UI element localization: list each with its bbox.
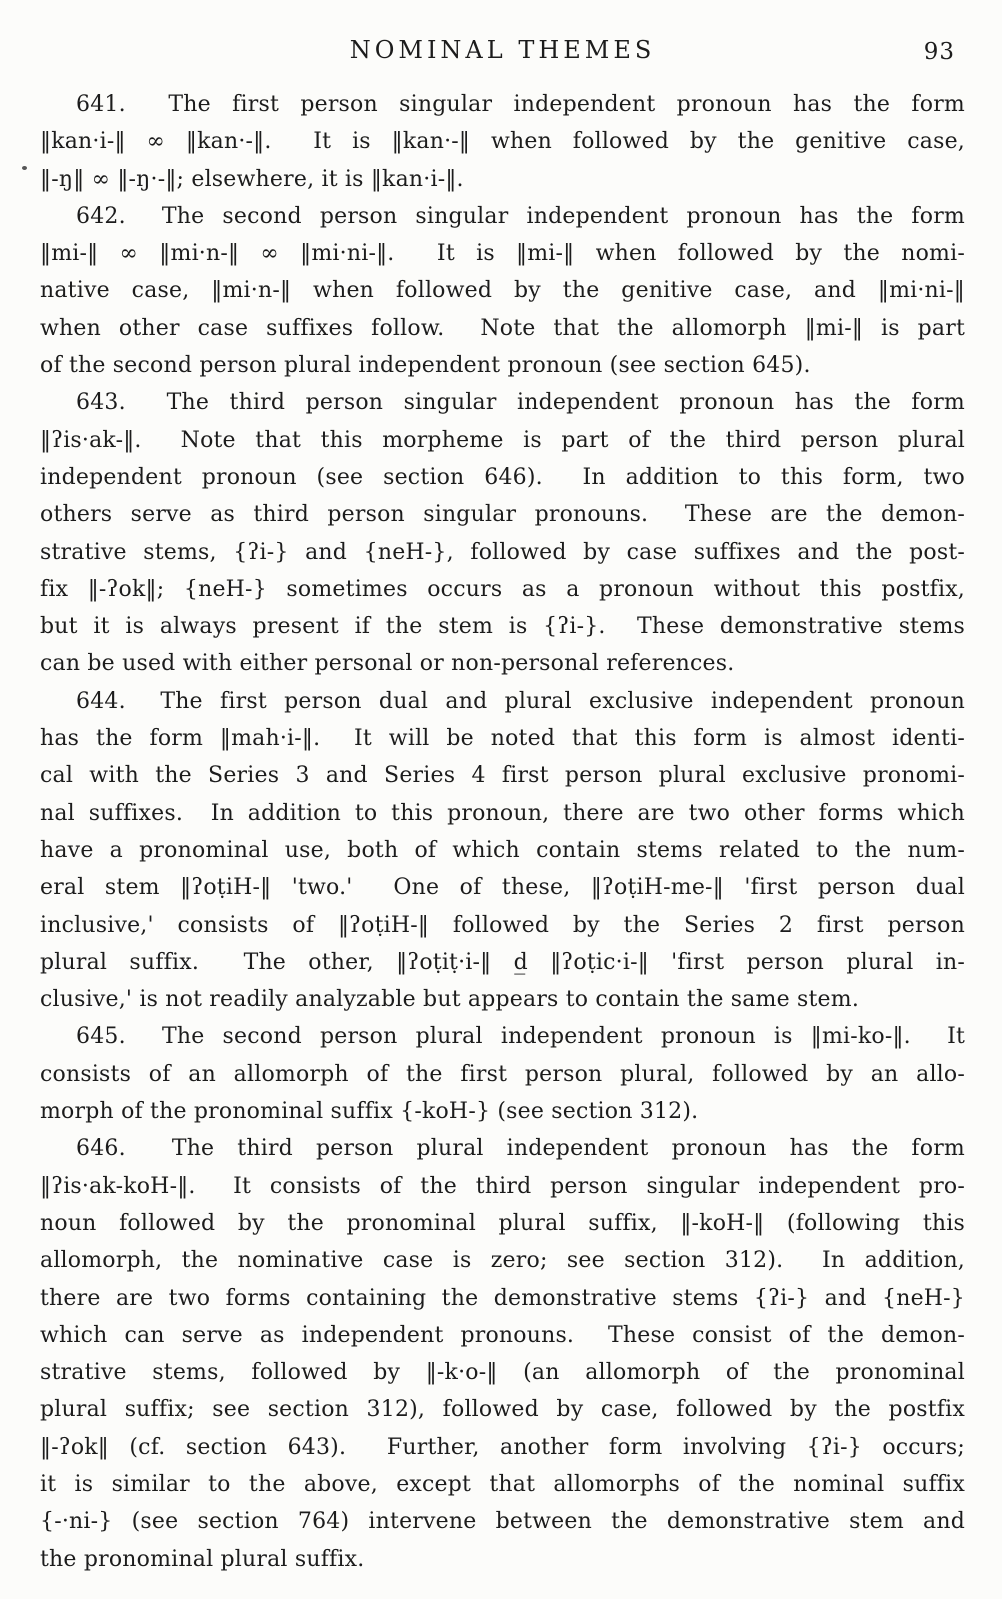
text-line-644-1: 644. The first person dual and plural exclusive independent pronoun	[76, 688, 965, 714]
text-line-641-2: ‖kan·i-‖ ∞ ‖kan·-‖. It is ‖kan·-‖ when followed by the genitive case,	[40, 129, 965, 155]
page-number: 93	[923, 39, 955, 65]
text-line-643-2: ‖ʔis·ak-‖. Note that this morpheme is part of the third person plural	[40, 427, 965, 453]
text-line-646-8: plural suffix; see section 312), followed by case, followed by the postfix	[40, 1397, 965, 1423]
text-line-646-12: the pronominal plural suffix.	[40, 1546, 365, 1572]
text-line-641-1: 641. The first person singular independent pronoun has the form	[76, 92, 965, 117]
text-line-644-4: nal suffixes. In addition to this pronoun, there are two other forms which	[40, 800, 965, 826]
text-line-642-5: of the second person plural independent pronoun (see section 645).	[40, 353, 811, 379]
text-line-644-7: inclusive,' consists of ‖ʔoṭiH-‖ followed by the Series 2 first person	[40, 912, 965, 938]
text-line-643-7: but it is always present if the stem is {ʔi-}. These demonstrative stems	[40, 614, 965, 640]
text-line-644-6: eral stem ‖ʔoṭiH-‖ 'two.' One of these, ‖ʔoṭiH-me-‖ 'first person dual	[40, 875, 965, 901]
text-line-641-3: ‖-ŋ‖ ∞ ‖-ŋ·-‖; elsewhere, it is ‖kan·i-‖.	[40, 166, 464, 192]
text-line-646-10: it is similar to the above, except that allomorphs of the nominal suffix	[40, 1471, 965, 1497]
text-line-646-5: there are two forms containing the demonstrative stems {ʔi-} and {neH-}	[40, 1285, 965, 1311]
text-line-644-8: plural suffix. The other, ‖ʔoṭiṭ·i-‖ d̲ ‖ʔoṭic·i-‖ 'first person plural in-	[40, 949, 965, 975]
running-head-title: NOMINAL THEMES	[349, 36, 656, 64]
text-line-644-2: has the form ‖mah·i-‖. It will be noted that this form is almost identi-	[40, 726, 965, 752]
page-header	[40, 36, 965, 70]
text-line-643-3: independent pronoun (see section 646). In addition to this form, two	[40, 464, 965, 490]
text-line-645-3: morph of the pronominal suffix {-koH-} (see section 312).	[40, 1099, 699, 1125]
text-line-646-7: strative stems, followed by ‖-k·o-‖ (an allomorph of the pronominal	[40, 1360, 965, 1386]
text-line-645-1: 645. The second person plural independent pronoun is ‖mi-ko-‖. It	[76, 1024, 965, 1050]
scan-artifact	[22, 166, 27, 170]
text-line-643-8: can be used with either personal or non-personal references.	[40, 651, 735, 677]
text-line-646-1: 646. The third person plural independent pronoun has the form	[76, 1136, 965, 1162]
text-line-644-5: have a pronominal use, both of which contain stems related to the num-	[40, 837, 965, 863]
text-line-642-3: native case, ‖mi·n-‖ when followed by the genitive case, and ‖mi·ni-‖	[40, 278, 965, 304]
text-line-646-4: allomorph, the nominative case is zero; see section 312). In addition,	[40, 1248, 965, 1274]
text-line-643-4: others serve as third person singular pronouns. These are the demon-	[40, 502, 965, 528]
text-line-643-1: 643. The third person singular independent pronoun has the form	[76, 390, 965, 416]
text-line-643-5: strative stems, {ʔi-} and {neH-}, followed by case suffixes and the post-	[40, 539, 965, 565]
text-line-646-6: which can serve as independent pronouns. These consist of the demon-	[40, 1322, 965, 1348]
text-line-642-1: 642. The second person singular independent pronoun has the form	[76, 203, 965, 229]
text-line-642-4: when other case suffixes follow. Note that the allomorph ‖mi-‖ is part	[40, 315, 965, 341]
text-line-646-11: {-·ni-} (see section 764) intervene between the demonstrative stem and	[40, 1509, 965, 1535]
text-line-646-9: ‖-ʔok‖ (cf. section 643). Further, another form involving {ʔi-} occurs;	[40, 1434, 965, 1460]
text-line-644-9: clusive,' is not readily analyzable but appears to contain the same stem.	[40, 987, 860, 1013]
text-line-646-3: noun followed by the pronominal plural suffix, ‖-koH-‖ (following this	[40, 1210, 965, 1236]
text-line-642-2: ‖mi-‖ ∞ ‖mi·n-‖ ∞ ‖mi·ni-‖. It is ‖mi-‖ when followed by the nomi-	[40, 241, 965, 267]
page-body	[40, 86, 965, 1578]
text-line-645-2: consists of an allomorph of the first person plural, followed by an allo-	[40, 1061, 965, 1087]
text-line-646-2: ‖ʔis·ak-koH-‖. It consists of the third person singular independent pro-	[40, 1173, 965, 1199]
text-line-644-3: cal with the Series 3 and Series 4 first person plural exclusive pronomi-	[40, 763, 965, 789]
text-line-643-6: fix ‖-ʔok‖; {neH-} sometimes occurs as a pronoun without this postfix,	[40, 576, 965, 602]
